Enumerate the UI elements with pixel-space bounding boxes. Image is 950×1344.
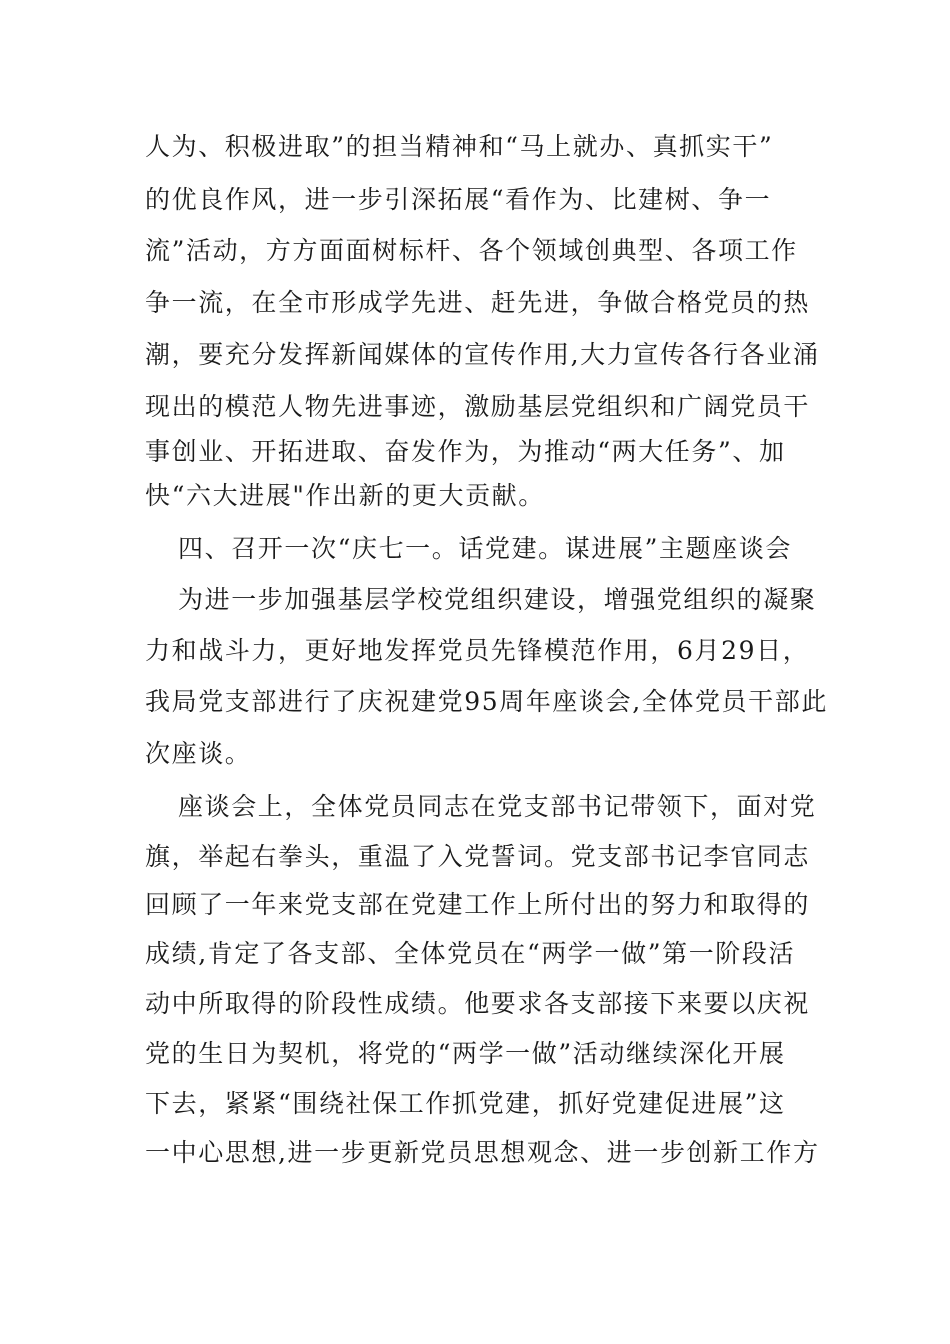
text-line: 事创业、开拓进取、奋发作为，为推动“两大任务”、加: [145, 437, 786, 466]
text-line: 人为、积极进取”的担当精神和“马上就办、真抓实干”: [145, 132, 774, 161]
text-line: 成绩,肯定了各支部、全体党员在“两学一做”第一阶段活: [145, 939, 796, 968]
text-line: 现出的模范人物先进事迹，激励基层党组织和广阔党员干: [145, 392, 811, 421]
text-line: 争一流，在全市形成学先进、赶先进，争做合格党员的热: [145, 288, 811, 317]
text-line: 力和战斗力，更好地发挥党员先锋模范作用，6月29日，: [145, 636, 810, 665]
text-line: 一中心思想,进一步更新党员思想观念、进一步创新工作方: [145, 1138, 820, 1167]
text-line: 动中所取得的阶段性成绩。他要求各支部接下来要以庆祝: [145, 989, 811, 1018]
text-line: 回顾了一年来党支部在党建工作上所付出的努力和取得的: [145, 890, 811, 919]
section-heading: 四、召开一次“庆七一。话党建。谋进展”主题座谈会: [178, 534, 792, 563]
text-line: 为进一步加强基层学校党组织建设，增强党组织的凝聚: [178, 585, 817, 614]
text-line: 下去，紧紧“围绕社保工作抓党建，抓好党建促进展”这: [145, 1089, 786, 1118]
text-line: 次座谈。: [145, 739, 252, 768]
text-line: 党的生日为契机，将党的“两学一做”活动继续深化开展: [145, 1039, 786, 1068]
text-line: 旗，举起右拳头，重温了入党誓词。党支部书记李官同志: [145, 842, 811, 871]
text-line: 座谈会上，全体党员同志在党支部书记带领下，面对党: [178, 792, 817, 821]
text-line: 潮，要充分发挥新闻媒体的宣传作用,大力宣传各行各业涌: [145, 340, 820, 369]
text-line: 我局党支部进行了庆祝建党95周年座谈会,全体党员干部此: [145, 687, 828, 716]
text-line: 快“六大进展"作出新的更大贡献。: [145, 481, 545, 510]
text-line: 流”活动，方方面面树标杆、各个领域创典型、各项工作: [145, 236, 798, 265]
text-line: 的优良作风，进一步引深拓展“看作为、比建树、争一: [145, 185, 772, 214]
